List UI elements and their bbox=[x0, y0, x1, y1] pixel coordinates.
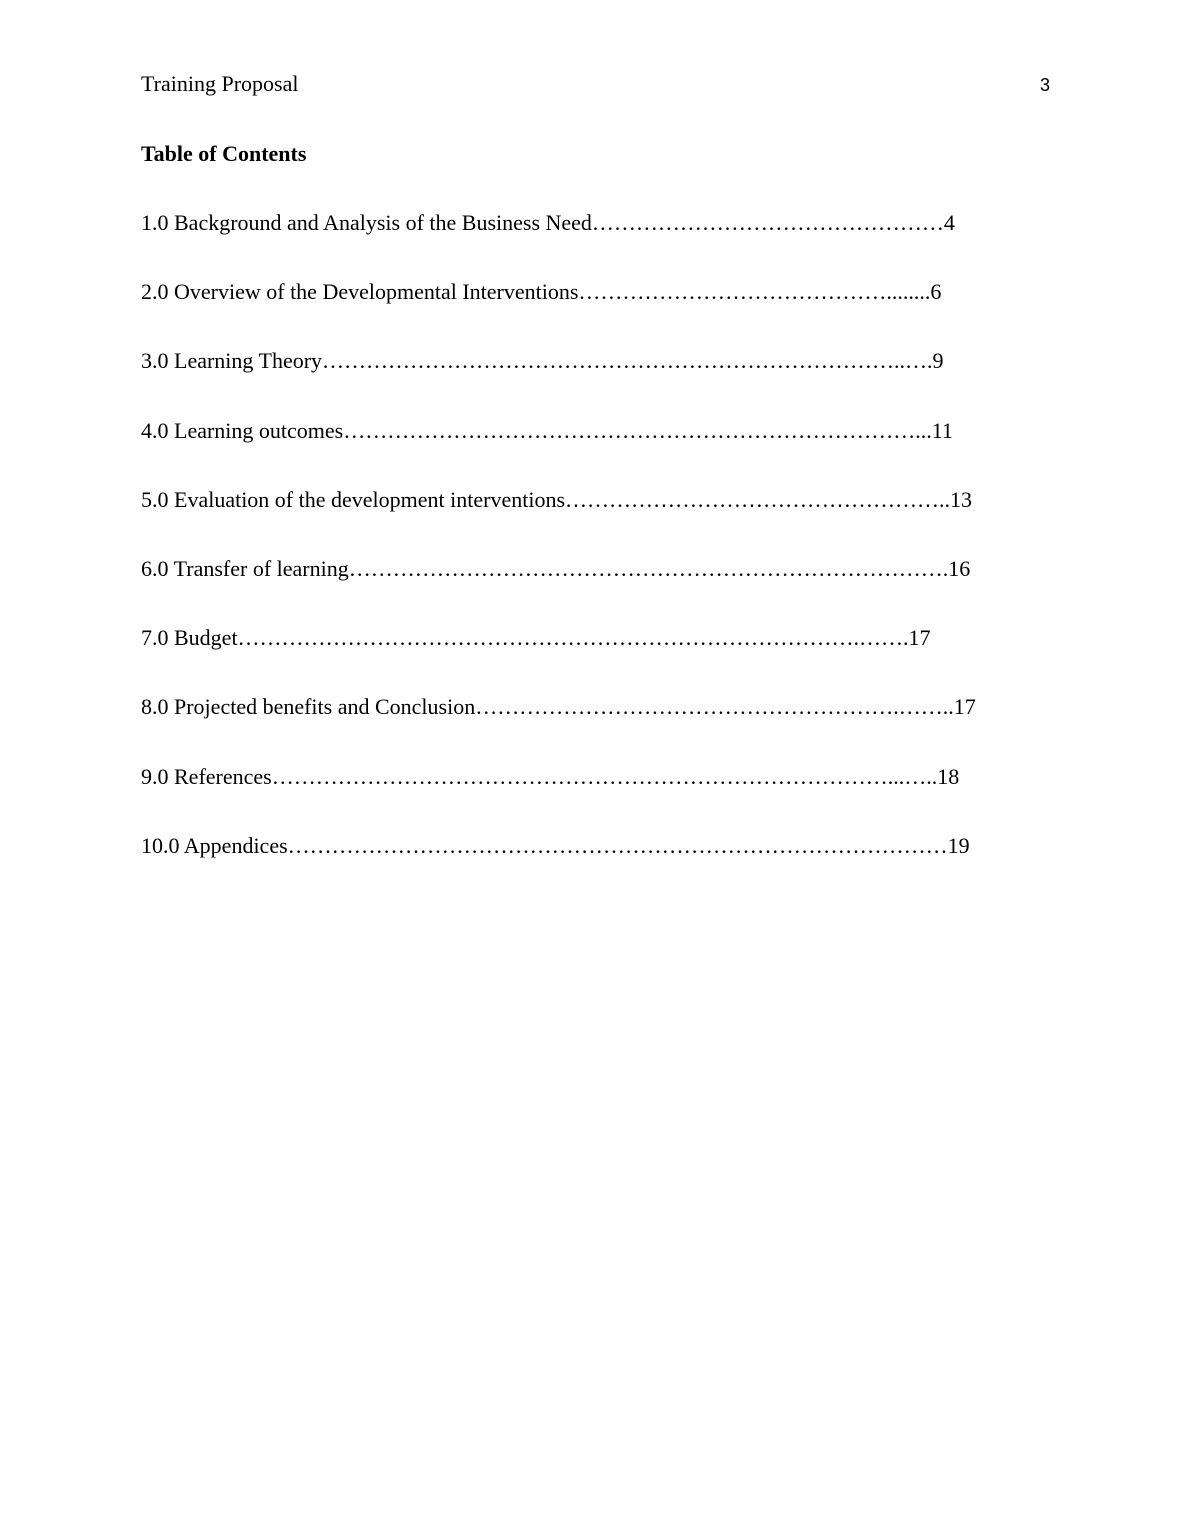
toc-entry-projected-benefits: 8.0 Projected benefits and Conclusion………………………………………………….……..17 bbox=[141, 694, 976, 720]
toc-entry-references: 9.0 References…………………………………………………………………………...…..18 bbox=[141, 763, 960, 789]
toc-entry-transfer-of-learning: 6.0 Transfer of learning……………………………………………………………………….16 bbox=[141, 555, 971, 581]
toc-entry-evaluation: 5.0 Evaluation of the development interventions……………………………………………..13 bbox=[141, 486, 973, 512]
running-head: Training Proposal bbox=[141, 71, 299, 96]
toc-entry-background: 1.0 Background and Analysis of the Business Need…………………………………………4 bbox=[141, 210, 955, 235]
toc-entry-learning-theory: 3.0 Learning Theory……………………………………………………………………..….9 bbox=[141, 348, 944, 374]
toc-heading: Table of Contents bbox=[141, 141, 307, 166]
toc-entry-overview: 2.0 Overview of the Developmental Interventions……………………………………........6 bbox=[141, 279, 942, 305]
page-number: 3 bbox=[1040, 75, 1051, 95]
toc-list bbox=[141, 209, 976, 901]
toc-entry-learning-outcomes: 4.0 Learning outcomes……………………………………………………………………...11 bbox=[141, 417, 953, 443]
toc-entry-appendices: 10.0 Appendices………………………………………………………………………………19 bbox=[141, 832, 970, 858]
toc-entry-budget: 7.0 Budget………………………………………………………………………….…….17 bbox=[141, 625, 931, 651]
